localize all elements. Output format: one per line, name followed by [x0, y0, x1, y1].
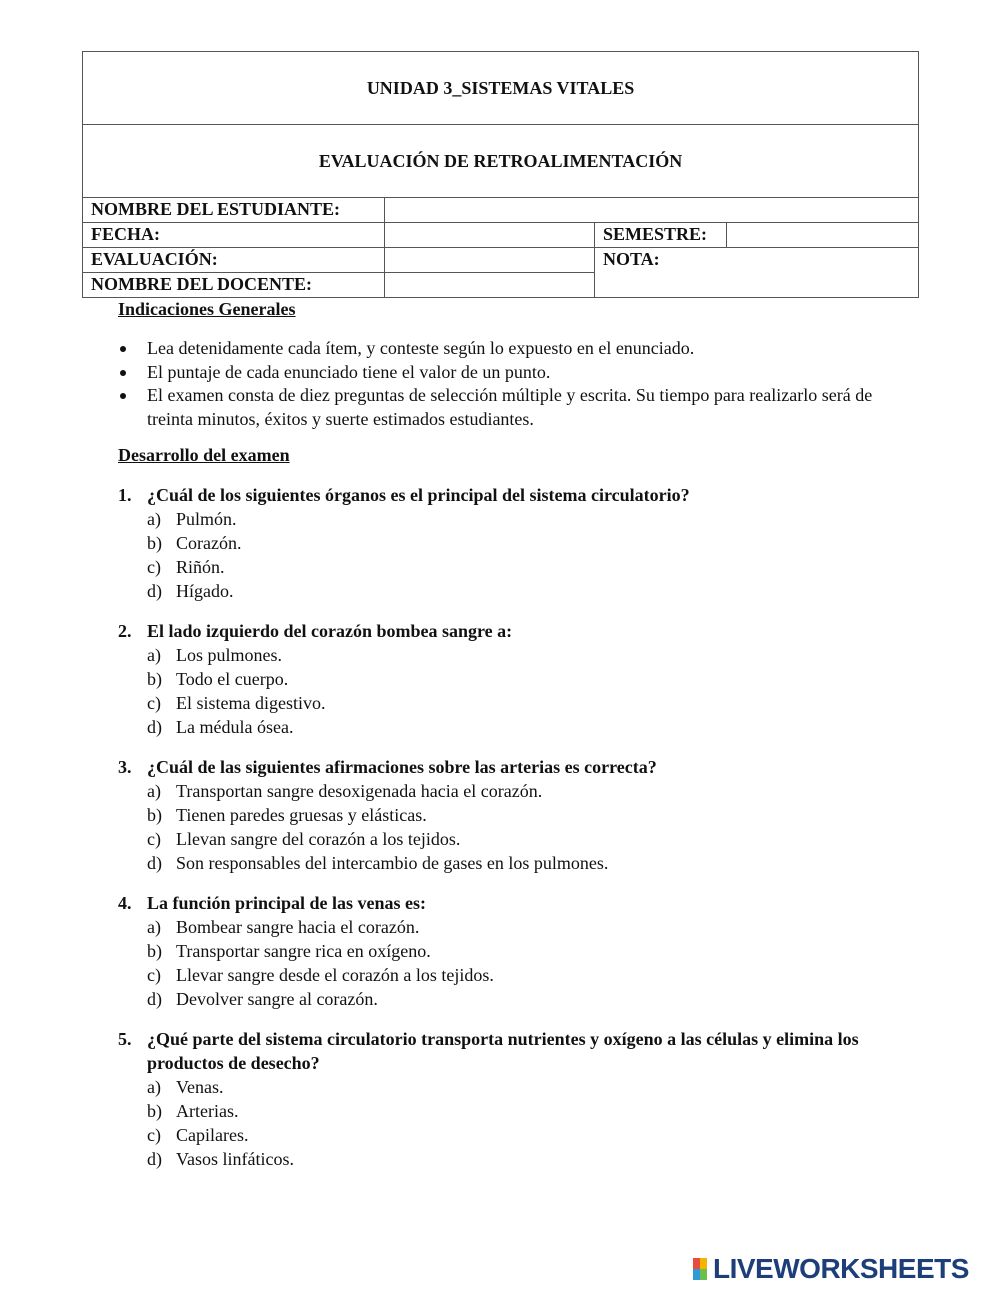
- answer-option[interactable]: [118, 915, 898, 939]
- option-letter: c): [147, 1125, 161, 1145]
- answer-option[interactable]: [118, 987, 898, 1011]
- teacher-name-label: NOMBRE DEL DOCENTE:: [83, 273, 385, 298]
- answer-option[interactable]: [118, 531, 898, 555]
- question-number: 1.: [118, 485, 132, 505]
- question-text: ¿Cuál de las siguientes afirmaciones sobre las arterias es correcta?: [147, 757, 657, 777]
- option-letter: a): [147, 1077, 161, 1097]
- answer-option[interactable]: [118, 715, 898, 739]
- option-letter: a): [147, 509, 161, 529]
- evaluation-title: EVALUACIÓN DE RETROALIMENTACIÓN: [83, 125, 919, 198]
- answer-option[interactable]: [118, 939, 898, 963]
- instruction-item: El puntaje de cada enunciado tiene el valor de un punto.: [118, 361, 898, 385]
- option-letter: b): [147, 669, 162, 689]
- date-label: FECHA:: [83, 223, 385, 248]
- evaluation-label: EVALUACIÓN:: [83, 248, 385, 273]
- option-text: Arterias.: [176, 1101, 239, 1121]
- answer-option[interactable]: [118, 1099, 898, 1123]
- student-name-field[interactable]: [385, 198, 919, 223]
- option-letter: a): [147, 917, 161, 937]
- option-text: Venas.: [176, 1077, 224, 1097]
- option-text: El sistema digestivo.: [176, 693, 326, 713]
- date-field[interactable]: [385, 223, 595, 248]
- question-number: 3.: [118, 757, 132, 777]
- option-text: Vasos linfáticos.: [176, 1149, 294, 1169]
- answer-option[interactable]: [118, 779, 898, 803]
- question-text: El lado izquierdo del corazón bombea sangre a:: [147, 621, 513, 641]
- answer-option[interactable]: [118, 667, 898, 691]
- option-letter: c): [147, 693, 161, 713]
- answer-option[interactable]: [118, 851, 898, 875]
- answer-option[interactable]: [118, 691, 898, 715]
- question-text: ¿Qué parte del sistema circulatorio transporta nutrientes y oxígeno a las células y elimina los productos de desecho?: [147, 1029, 859, 1073]
- instructions-title: Indicaciones Generales: [118, 299, 296, 319]
- option-text: Llevan sangre del corazón a los tejidos.: [176, 829, 461, 849]
- option-letter: d): [147, 717, 162, 737]
- question-3: [118, 755, 898, 875]
- option-text: Corazón.: [176, 533, 242, 553]
- option-letter: a): [147, 645, 161, 665]
- answer-option[interactable]: [118, 643, 898, 667]
- unit-title: UNIDAD 3_SISTEMAS VITALES: [83, 52, 919, 125]
- option-letter: c): [147, 965, 161, 985]
- option-text: Riñón.: [176, 557, 225, 577]
- semester-label: SEMESTRE:: [595, 223, 727, 248]
- logo-text: LIVEWORKSHEETS: [713, 1253, 969, 1284]
- question-2: [118, 619, 898, 739]
- question-number: 5.: [118, 1029, 132, 1049]
- option-text: La médula ósea.: [176, 717, 294, 737]
- teacher-name-field[interactable]: [385, 273, 595, 298]
- answer-option[interactable]: [118, 1147, 898, 1171]
- option-letter: d): [147, 1149, 162, 1169]
- semester-field[interactable]: [727, 223, 919, 248]
- exam-content: [118, 297, 898, 1171]
- option-text: Llevar sangre desde el corazón a los tejidos.: [176, 965, 494, 985]
- option-text: Pulmón.: [176, 509, 237, 529]
- question-5: [118, 1027, 898, 1171]
- option-text: Transportan sangre desoxigenada hacia el corazón.: [176, 781, 543, 801]
- option-text: Son responsables del intercambio de gases en los pulmones.: [176, 853, 609, 873]
- answer-option[interactable]: [118, 1123, 898, 1147]
- question-text: La función principal de las venas es:: [147, 893, 427, 913]
- option-letter: c): [147, 829, 161, 849]
- option-letter: d): [147, 989, 162, 1009]
- option-text: Capilares.: [176, 1125, 249, 1145]
- option-text: Los pulmones.: [176, 645, 282, 665]
- instruction-item: Lea detenidamente cada ítem, y conteste según lo expuesto en el enunciado.: [118, 337, 898, 361]
- student-name-label: NOMBRE DEL ESTUDIANTE:: [83, 198, 385, 223]
- answer-option[interactable]: [118, 827, 898, 851]
- question-number: 2.: [118, 621, 132, 641]
- option-letter: c): [147, 557, 161, 577]
- option-letter: b): [147, 1101, 162, 1121]
- option-text: Hígado.: [176, 581, 234, 601]
- option-text: Todo el cuerpo.: [176, 669, 289, 689]
- option-text: Tienen paredes gruesas y elásticas.: [176, 805, 427, 825]
- option-letter: d): [147, 853, 162, 873]
- option-text: Bombear sangre hacia el corazón.: [176, 917, 420, 937]
- answer-option[interactable]: [118, 579, 898, 603]
- option-letter: b): [147, 805, 162, 825]
- option-letter: d): [147, 581, 162, 601]
- liveworksheets-logo: [693, 1255, 969, 1283]
- answer-option[interactable]: [118, 963, 898, 987]
- option-text: Devolver sangre al corazón.: [176, 989, 378, 1009]
- question-number: 4.: [118, 893, 132, 913]
- option-letter: b): [147, 941, 162, 961]
- answer-option[interactable]: [118, 803, 898, 827]
- question-text: ¿Cuál de los siguientes órganos es el principal del sistema circulatorio?: [147, 485, 690, 505]
- evaluation-field[interactable]: [385, 248, 595, 273]
- liveworksheets-logo-icon: [693, 1258, 707, 1280]
- instruction-item: El examen consta de diez preguntas de selección múltiple y escrita. Su tiempo para realizarlo será de treinta minutos, éxitos y suerte estimados estudiantes.: [118, 384, 898, 431]
- instructions-list: [118, 337, 898, 431]
- option-text: Transportar sangre rica en oxígeno.: [176, 941, 431, 961]
- option-letter: a): [147, 781, 161, 801]
- answer-option[interactable]: [118, 555, 898, 579]
- answer-option[interactable]: [118, 1075, 898, 1099]
- question-1: [118, 483, 898, 603]
- header-table: [82, 51, 919, 298]
- option-letter: b): [147, 533, 162, 553]
- question-4: [118, 891, 898, 1011]
- exam-section-title: Desarrollo del examen: [118, 445, 290, 465]
- answer-option[interactable]: [118, 507, 898, 531]
- grade-label: NOTA:: [595, 248, 919, 298]
